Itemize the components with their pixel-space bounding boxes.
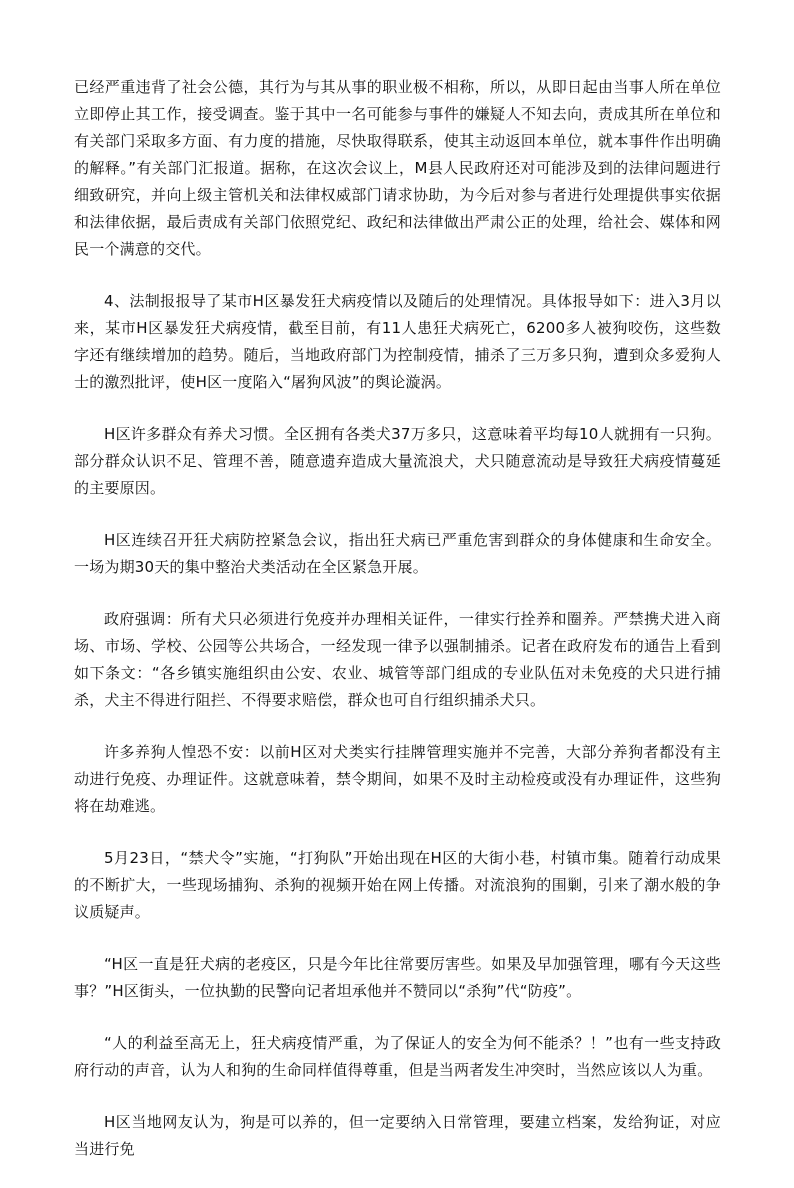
paragraph-6: 许多养狗人惶恐不安：以前H区对犬类实行挂牌管理实施并不完善，大部分养狗者都没有主动进行免疫、办理证件。这就意味着，禁令期间，如果不及时主动检疫或没有办理证件，这些狗将在劫难逃。 xyxy=(74,743,721,815)
document-page xyxy=(74,74,721,1188)
paragraph-2: 4、法制报报导了某市H区暴发狂犬病疫情以及随后的处理情况。具体报导如下：进入3月以来，某市H区暴发狂犬病疫情，截至目前，有11人患狂犬病死亡，6200多人被狗咬伤，这些数字还有继续增加的趋势。随后，当地政府部门为控制疫情，捕杀了三万多只狗，遭到众多爱狗人士的激烈批评，使H区一度陷入“屠狗风波”的舆论漩涡。 xyxy=(74,292,721,391)
paragraph-7: 5月23日，“禁犬令”实施，“打狗队”开始出现在H区的大街小巷，村镇市集。随着行动成果的不断扩大，一些现场捕狗、杀狗的视频开始在网上传播。对流浪狗的围剿，引来了潮水般的争议质疑声。 xyxy=(74,849,721,921)
paragraph-8: “H区一直是狂犬病的老疫区，只是今年比往常要厉害些。如果及早加强管理，哪有今天这些事？”H区街头，一位执勤的民警向记者坦承他并不赞同以“杀狗”代“防疫”。 xyxy=(74,955,721,1000)
paragraph-9: “人的利益至高无上，狂犬病疫情严重，为了保证人的安全为何不能杀？！”也有一些支持政府行动的声音，认为人和狗的生命同样值得尊重，但是当两者发生冲突时，当然应该以人为重。 xyxy=(74,1034,721,1079)
paragraph-4: H区连续召开狂犬病防控紧急会议，指出狂犬病已严重危害到群众的身体健康和生命安全。一场为期30天的集中整治犬类活动在全区紧急开展。 xyxy=(74,531,721,576)
paragraph-10: H区当地网友认为，狗是可以养的，但一定要纳入日常管理，要建立档案，发给狗证，对应当进行免 xyxy=(74,1113,721,1158)
paragraph-1: 已经严重违背了社会公德，其行为与其从事的职业极不相称，所以，从即日起由当事人所在单位立即停止其工作，接受调查。鉴于其中一名可能参与事件的嫌疑人不知去向，责成其所在单位和有关部门采取多方面、有力度的措施，尽快取得联系，使其主动返回本单位，就本事件作出明确的解释。”有关部门汇报道。据称，在这次会议上，M县人民政府还对可能涉及到的法律问题进行细致研究，并向上级主管机关和法律权威部门请求协助，为今后对参与者进行处理提供事实依据和法律依据，最后责成有关部门依照党纪、政纪和法律做出严肃公正的处理，给社会、媒体和网民一个满意的交代。 xyxy=(74,78,721,258)
paragraph-5: 政府强调：所有犬只必须进行免疫并办理相关证件，一律实行拴养和圈养。严禁携犬进入商场、市场、学校、公园等公共场合，一经发现一律予以强制捕杀。记者在政府发布的通告上看到如下条文：“各乡镇实施组织由公安、农业、城管等部门组成的专业队伍对未免疫的犬只进行捕杀，犬主不得进行阻拦、不得要求赔偿，群众也可自行组织捕杀犬只。 xyxy=(74,610,721,709)
paragraph-3: H区许多群众有养犬习惯。全区拥有各类犬37万多只，这意味着平均每10人就拥有一只狗。部分群众认识不足、管理不善，随意遗弃造成大量流浪犬，犬只随意流动是导致狂犬病疫情蔓延的主要原因。 xyxy=(74,425,721,497)
